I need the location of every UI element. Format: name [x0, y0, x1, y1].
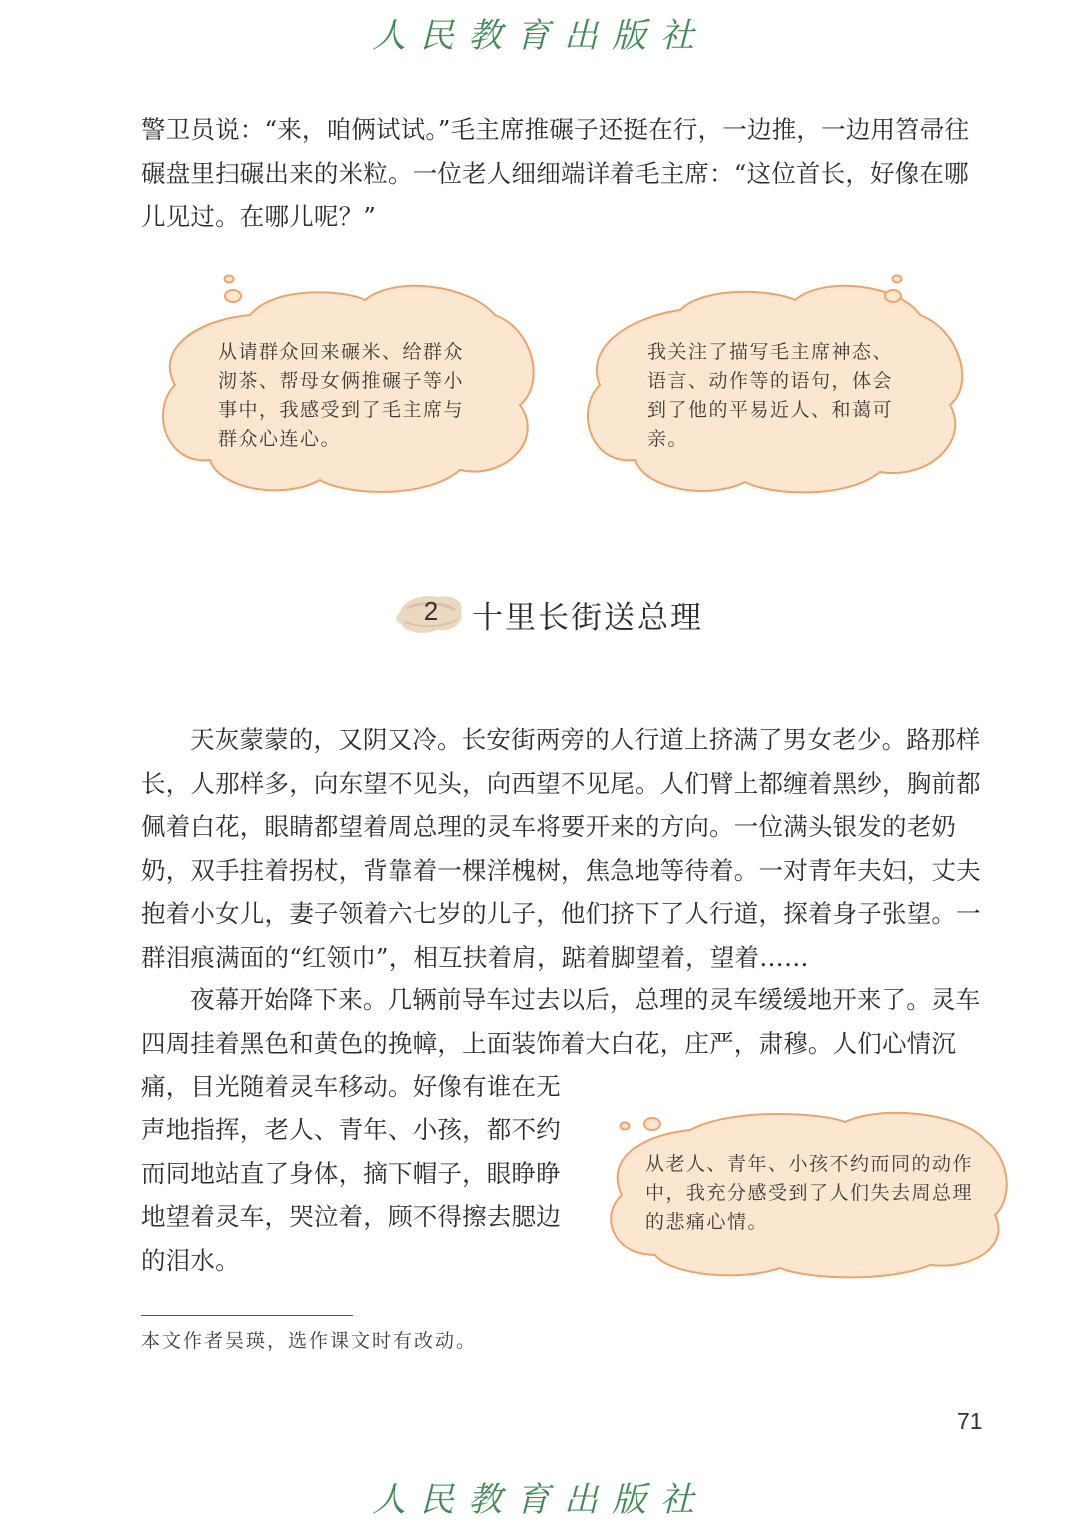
section-title: 十里长街送总理 [472, 599, 703, 636]
thought-bubble-3-text: 从老人、青年、小孩不约而同的动作中，我充分感受到了人们失去周总理的悲痛心情。 [645, 1153, 974, 1233]
paragraph-3: 夜幕开始降下来。几辆前导车过去以后，总理的灵车缓缓地开来了。灵车四周挂着黑色和黄色的挽幛，上面装饰着大白花，庄严，肃穆。人们心情沉痛，目光随着灵车移动。好像有谁在无 [141, 985, 981, 1101]
thought-bubble-1-text: 从请群众回来碾米、给群众沏茶、帮母女俩推碾子等小事中，我感受到了毛主席与群众心连心。 [218, 341, 465, 450]
section-number: 2 [423, 596, 439, 626]
paragraph-4: 声地指挥，老人、青年、小孩，都不约而同地站直了身体，摘下帽子，眼睁睁地望着灵车，哭泣着，顾不得擦去腮边的泪水。 [141, 1115, 561, 1275]
publisher-watermark-bottom: 人民教育出版社 [372, 1480, 708, 1520]
section-number-badge [395, 588, 467, 640]
paragraph-1: 警卫员说：“来，咱俩试试。”毛主席推碾子还挺在行，一边推，一边用笤帚往碾盘里扫碾出来的米粒。一位老人细细端详着毛主席：“这位首长，好像在哪儿见过。在哪儿呢？” [141, 115, 970, 231]
footnote: 本文作者吴瑛，选作课文时有改动。 [141, 1330, 478, 1352]
section-heading [395, 586, 703, 642]
publisher-watermark-top: 人民教育出版社 [372, 16, 708, 56]
page-number: 71 [957, 1408, 983, 1434]
footnote-divider [141, 1315, 353, 1316]
thought-bubble-2-text: 我关注了描写毛主席神态、语言、动作等的语句，体会到了他的平易近人、和蔼可亲。 [647, 341, 894, 450]
paragraph-2: 天灰蒙蒙的，又阴又冷。长安街两旁的人行道上挤满了男女老少。路那样长，人那样多，向东望不见头，向西望不见尾。人们臂上都缠着黑纱，胸前都佩着白花，眼睛都望着周总理的灵车将要开来的方向。一位满头银发的老奶奶，双手拄着拐杖，背靠着一棵洋槐树，焦急地等待着。一对青年夫妇，丈夫抱着小女儿，妻子领着六七岁的儿子，他们挤下了人行道，探着身子张望。一群泪痕满面的“红领巾”，相互扶着肩，踮着脚望着，望着…… [141, 725, 981, 972]
